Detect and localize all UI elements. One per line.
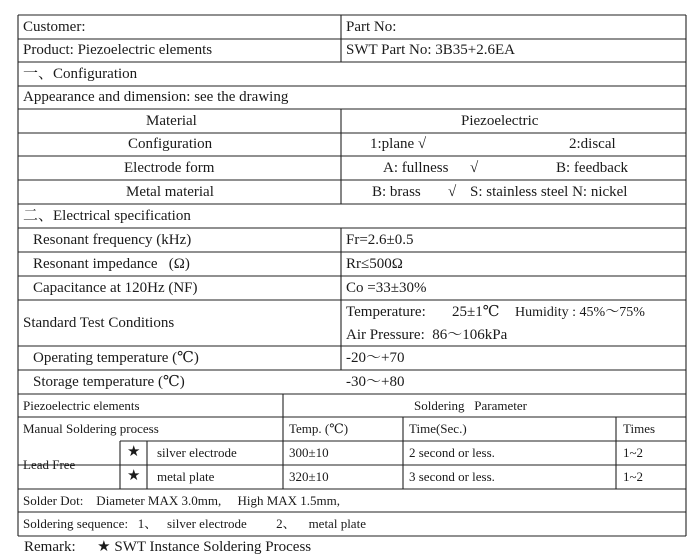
operating-temperature-value: -20～+70 [346,350,405,366]
metal-material-label: Metal material [126,184,214,200]
row-item-metal-plate: metal plate [157,469,215,484]
configuration-option-plane: 1:plane √ [370,136,427,152]
soldering-parameter-title: Soldering Parameter [414,398,527,413]
remark-text: SWT Instance Soldering Process [114,539,312,555]
star-icon: ★ [97,539,111,555]
section-title-configuration: 一、Configuration [23,66,138,82]
resonant-frequency-label: Resonant frequency (kHz) [33,232,192,248]
metal-options-other: S: stainless steel N: nickel [470,184,628,200]
remark-line [24,540,311,555]
test-conditions-label: Standard Test Conditions [23,315,175,331]
customer-label: Customer: [23,19,86,35]
configuration-option-discal: 2:discal [569,136,616,152]
piezo-elements-label: Piezoelectric elements [23,398,140,413]
row-time-metal: 3 second or less. [409,469,495,484]
remark-label: Remark: [24,539,76,555]
col-header-temp: Temp. (℃) [289,421,349,436]
product-label: Product: Piezoelectric elements [23,42,213,58]
electrode-form-label: Electrode form [124,160,215,176]
electrode-option-fullness: A: fullness [383,160,449,176]
row-times-silver: 1~2 [623,445,644,460]
test-temperature-label: Temperature: [346,304,426,320]
storage-temperature-value: -30～+80 [346,374,405,390]
soldering-sequence: Soldering sequence: 1、 silver electrode 2、 metal plate [23,516,366,531]
material-value: Piezoelectric [461,113,539,129]
operating-temperature-label: Operating temperature (℃) [33,350,199,366]
resonant-impedance-label: Resonant impedance (Ω) [33,256,190,272]
resonant-frequency-value: Fr=2.6±0.5 [346,232,414,248]
spec-sheet [18,15,686,536]
test-humidity: Humidity : 45%～75% [515,305,645,320]
lead-free-label: Lead Free [23,457,76,472]
material-label: Material [146,113,197,129]
solder-dot-spec: Solder Dot: Diameter MAX 3.0mm, High MAX 1.5mm, [23,493,341,508]
row-time-silver: 2 second or less. [409,445,495,460]
appearance-note: Appearance and dimension: see the drawing [23,89,289,105]
star-icon: ★ [127,444,141,460]
manual-soldering-label: Manual Soldering process [23,421,159,436]
row-times-metal: 1~2 [623,469,644,484]
test-air-pressure: Air Pressure: 86～106kPa [346,327,508,343]
metal-check-mark: √ [448,184,457,200]
row-temp-silver: 300±10 [289,445,329,460]
electrode-option-feedback: B: feedback [556,160,629,176]
col-header-time: Time(Sec.) [409,421,467,436]
capacitance-value: Co =33±30% [346,280,427,296]
row-item-silver-electrode: silver electrode [157,445,237,460]
col-header-times: Times [623,421,656,436]
metal-option-brass: B: brass [372,184,421,200]
row-temp-metal: 320±10 [289,469,329,484]
capacitance-label: Capacitance at 120Hz (NF) [33,280,198,296]
storage-temperature-label: Storage temperature (℃) [33,374,185,390]
electrode-check-mark: √ [470,160,479,176]
configuration-label: Configuration [128,136,213,152]
section-title-electrical: 二、Electrical specification [23,208,191,224]
part-no-label: Part No: [346,19,397,35]
test-temperature-value: 25±1℃ [452,304,500,320]
star-icon: ★ [127,468,141,484]
swt-part-no: SWT Part No: 3B35+2.6EA [346,42,516,58]
resonant-impedance-value: Rr≤500Ω [346,256,403,272]
